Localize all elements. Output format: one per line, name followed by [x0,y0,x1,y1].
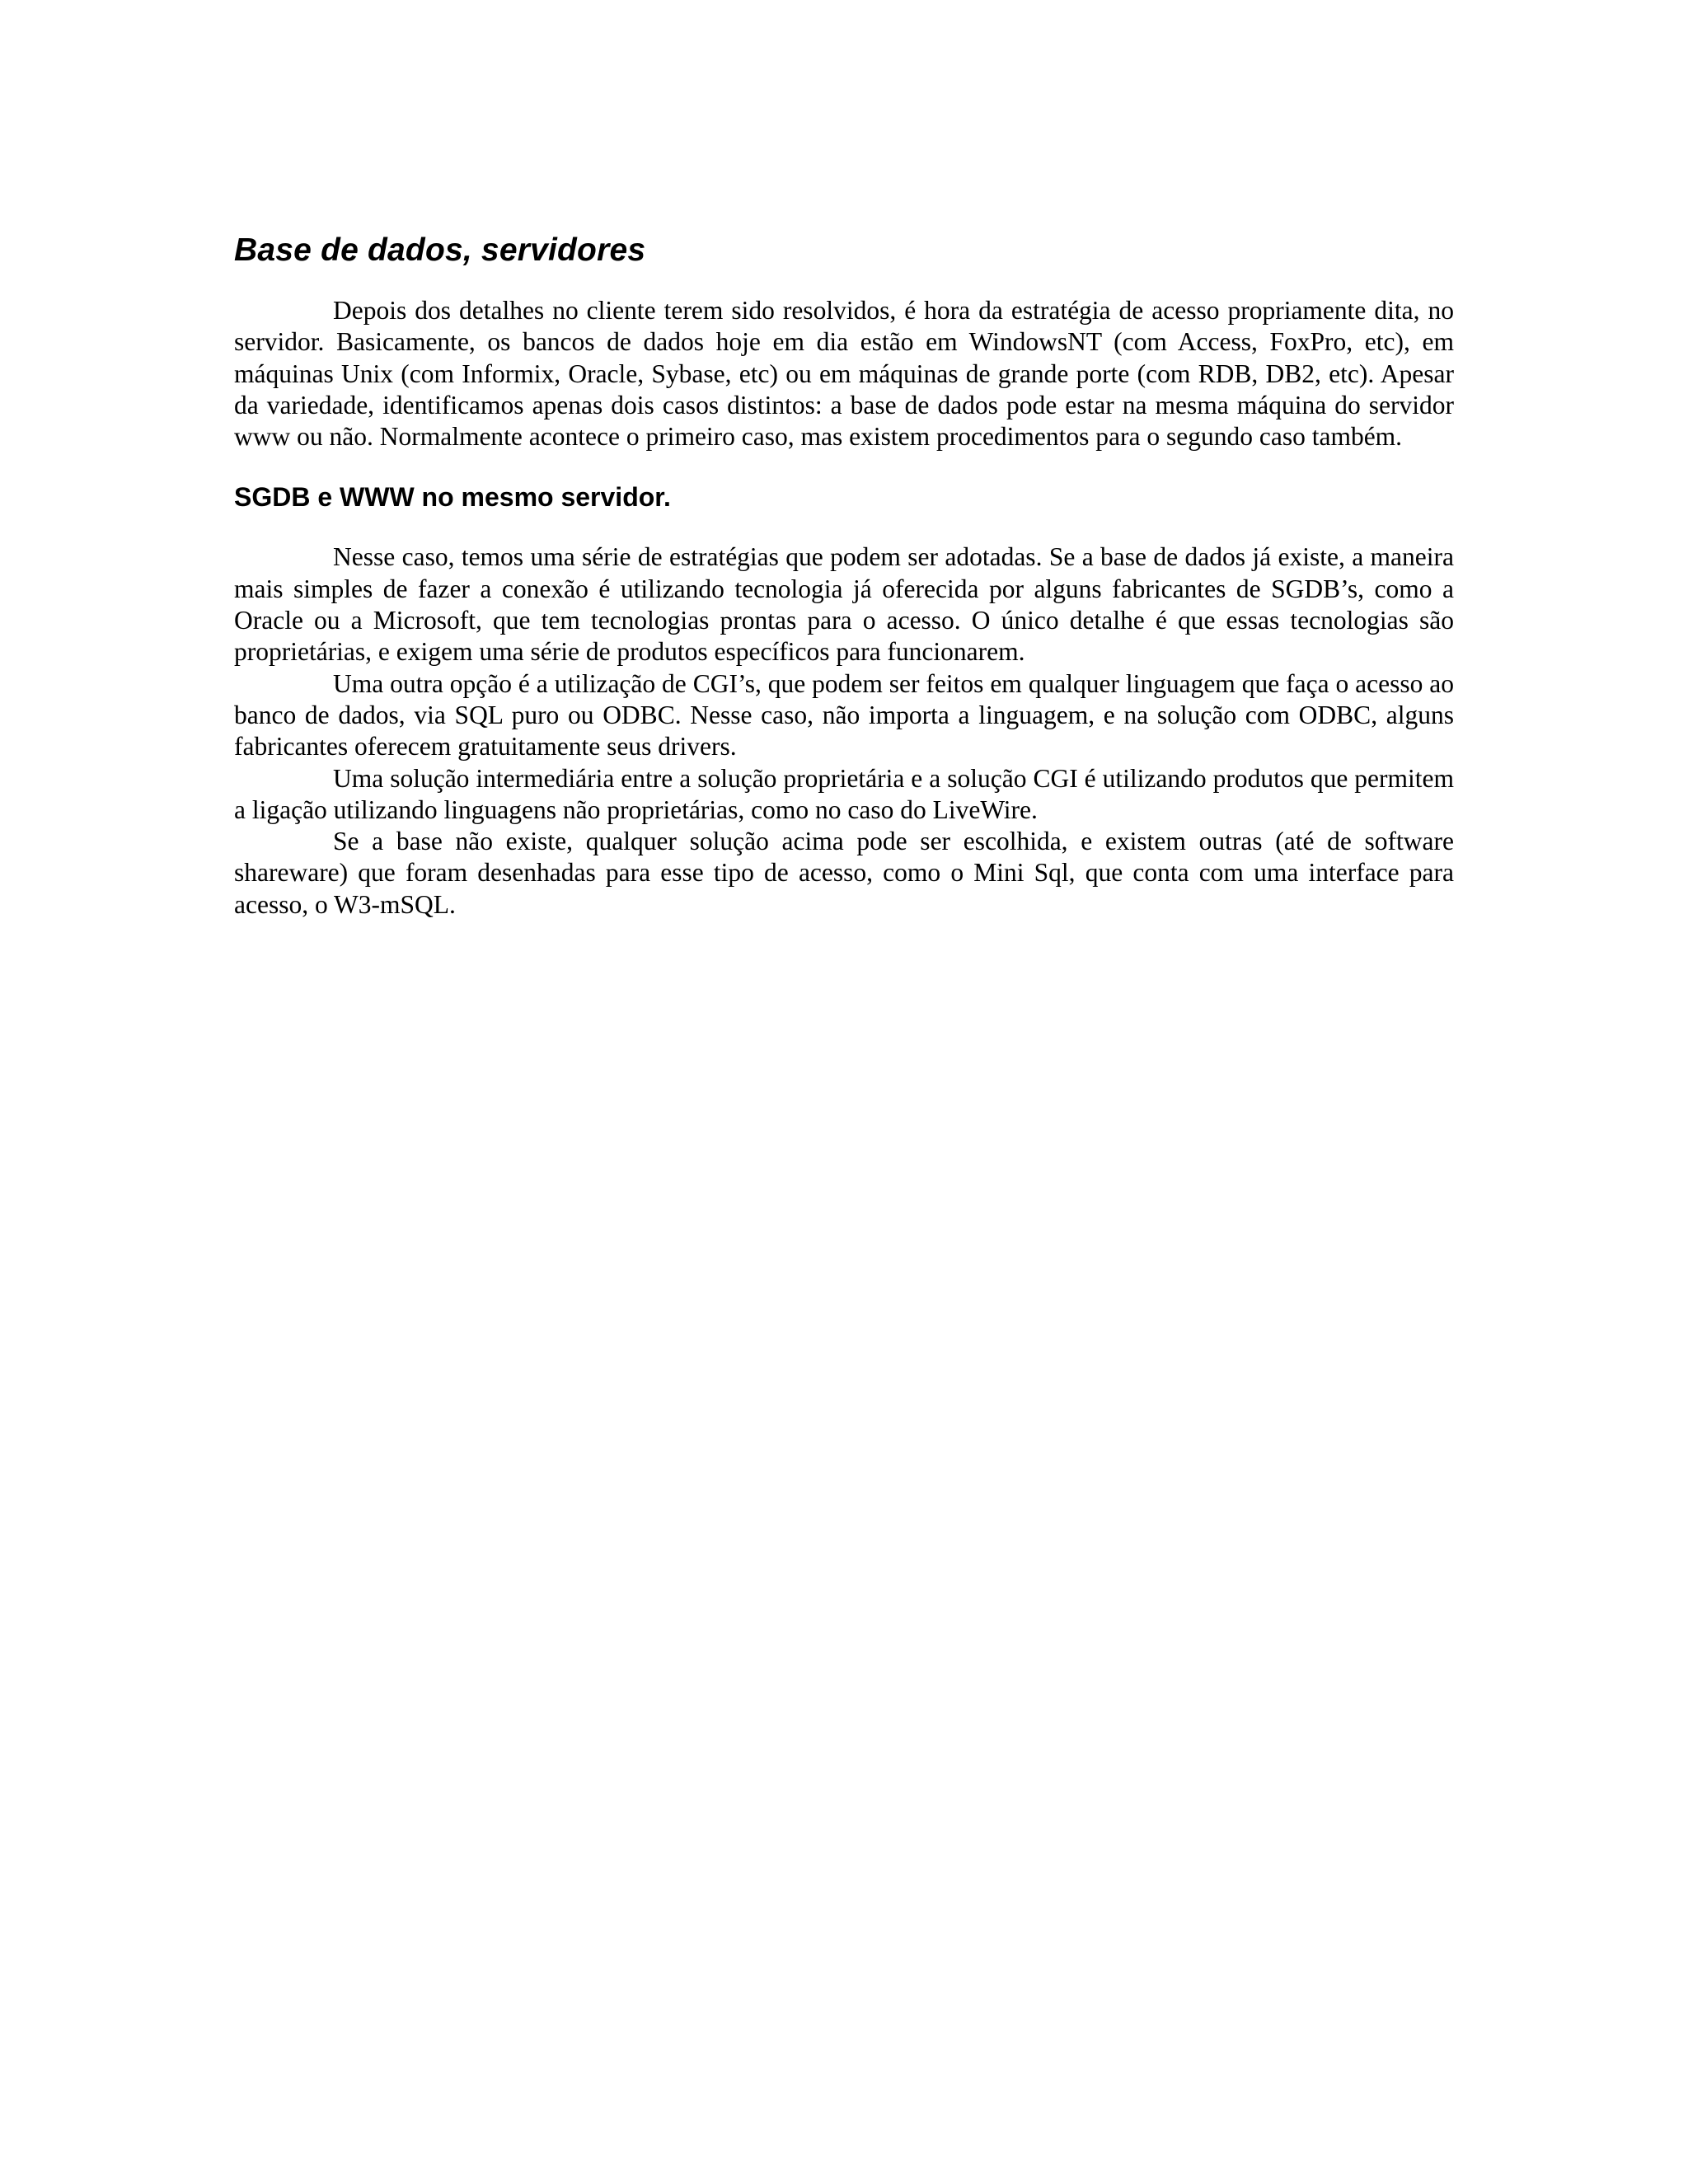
document-body [234,231,1454,921]
subsection-heading: SGDB e WWW no mesmo servidor. [234,482,671,513]
intro-paragraph: Depois dos detalhes no cliente terem sido resolvidos, é hora da estratégia de acesso propriamente dita, no servidor. Basicamente, os bancos de dados hoje em dia estão em WindowsNT (com Access, FoxPro, etc), em máquinas Unix (com Informix, Oracle, Sybase, etc) ou em máquinas de grande porte (com RDB, DB2, etc). Apesar da variedade, identificamos apenas dois casos distintos: a base de dados pode estar na mesma máquina do servidor www ou não. Normalmente acontece o primeiro caso, mas existem procedimentos para o segundo caso também. [234,296,1454,452]
paragraph-cgi: Uma outra opção é a utilização de CGI’s, que podem ser feitos em qualquer linguagem que faça o acesso ao banco de dados, via SQL puro ou ODBC. Nesse caso, não importa a linguagem, e na solução com ODBC, alguns fabricantes oferecem gratuitamente seus drivers. [234,668,1454,762]
paragraph-new-base: Se a base não existe, qualquer solução acima pode ser escolhida, e existem outras (até de software shareware) que foram desenhadas para esse tipo de acesso, como o Mini Sql, que conta com uma interface para acesso, o W3-mSQL. [234,827,1454,919]
section-heading: Base de dados, servidores [234,232,646,268]
paragraph-strategies: Nesse caso, temos uma série de estratégias que podem ser adotadas. Se a base de dados já existe, a maneira mais simples de fazer a conexão é utilizando tecnologia já oferecida por alguns fabricantes de SGDB’s, como a Oracle ou a Microsoft, que tem tecnologias prontas para o acesso. O único detalhe é que essas tecnologias são proprietárias, e exigem uma série de produtos específicos para funcionarem. [234,542,1454,667]
paragraph-intermediate: Uma solução intermediária entre a solução proprietária e a solução CGI é utilizando produtos que permitem a ligação utilizando linguagens não proprietárias, como no caso do LiveWire. [234,763,1454,824]
